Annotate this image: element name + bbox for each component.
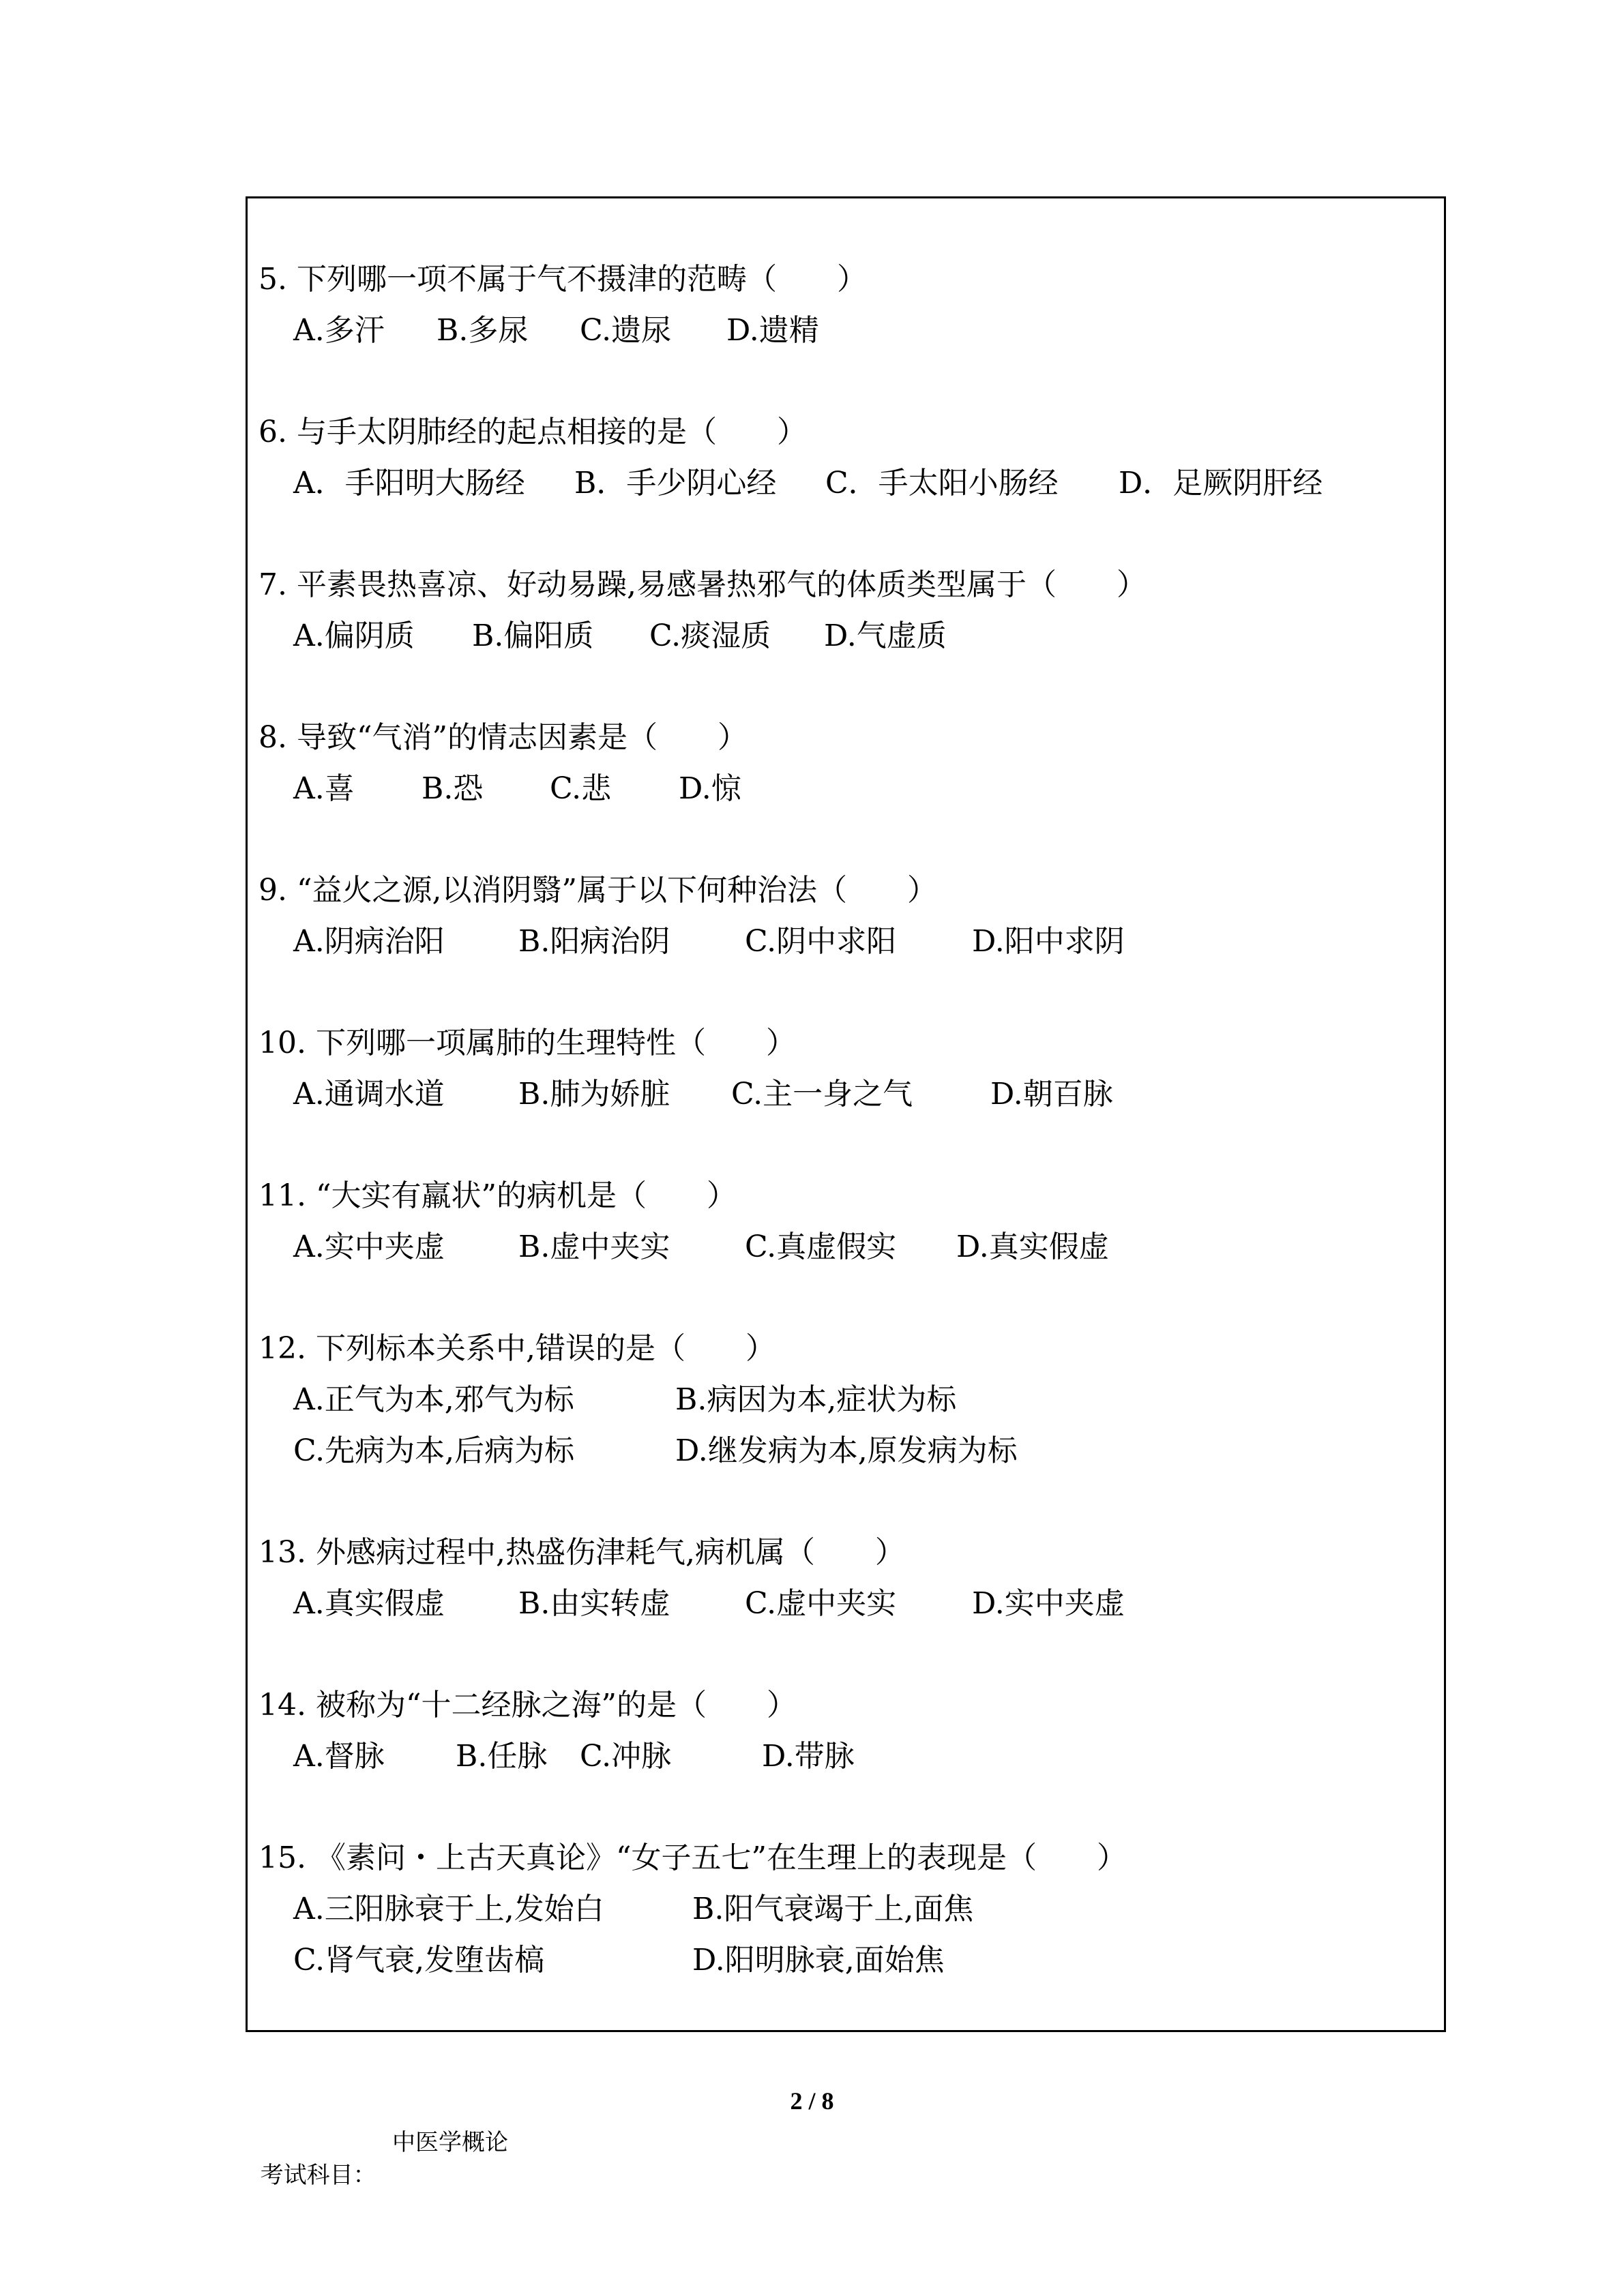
option-row bbox=[293, 610, 1432, 661]
answer-option: C.真虚假实 bbox=[745, 1229, 897, 1264]
answer-option: A.真实假虚 bbox=[293, 1586, 445, 1621]
answer-option: B.多尿 bbox=[437, 313, 529, 348]
answer-option: A．手阳明大肠经 bbox=[293, 466, 525, 501]
answer-option: C．手太阳小肠经 bbox=[825, 466, 1059, 501]
answer-option: B.由实转虚 bbox=[518, 1586, 670, 1621]
footer bbox=[246, 2126, 508, 2224]
footer-subject: 中医学概论 bbox=[392, 2129, 508, 2156]
answer-option: B.任脉 bbox=[456, 1739, 548, 1774]
option-group bbox=[259, 1578, 1432, 1629]
option-row bbox=[293, 1374, 1432, 1425]
option-row bbox=[293, 1883, 1432, 1935]
answer-option: D.遗精 bbox=[726, 313, 819, 348]
page-number: 2 / 8 bbox=[790, 2087, 834, 2115]
answer-option: A.通调水道 bbox=[293, 1077, 445, 1112]
question-stem: 14. 被称为“十二经脉之海”的是（ ） bbox=[259, 1688, 797, 1723]
question-item bbox=[259, 865, 1432, 967]
option-group bbox=[259, 305, 1432, 356]
answer-option: D.气虚质 bbox=[824, 618, 947, 653]
answer-option: C.先病为本,后病为标 bbox=[293, 1433, 575, 1468]
answer-option: D.继发病为本,原发病为标 bbox=[675, 1433, 1018, 1468]
question-item bbox=[259, 712, 1432, 814]
answer-option: D.真实假虚 bbox=[956, 1229, 1109, 1264]
option-row bbox=[293, 1731, 1432, 1782]
answer-option: D.惊 bbox=[679, 771, 741, 806]
question-stem: 5. 下列哪一项不属于气不摄津的范畴（ ） bbox=[259, 262, 867, 297]
answer-option: A.阴病治阳 bbox=[293, 924, 445, 959]
answer-option: D.实中夹虚 bbox=[972, 1586, 1125, 1621]
answer-option: B.肺为娇脏 bbox=[518, 1077, 670, 1112]
answer-option: A.喜 bbox=[293, 771, 355, 806]
answer-option: A.实中夹虚 bbox=[293, 1229, 445, 1264]
question-item bbox=[259, 1832, 1432, 1986]
option-row bbox=[293, 1935, 1432, 1986]
option-group bbox=[259, 1374, 1432, 1476]
option-row bbox=[293, 1221, 1432, 1272]
question-stem: 9. “益火之源,以消阴翳”属于以下何种治法（ ） bbox=[259, 873, 937, 908]
option-row bbox=[293, 305, 1432, 356]
answer-option: B.阳病治阴 bbox=[518, 924, 670, 959]
option-row bbox=[293, 763, 1432, 814]
answer-option: C.悲 bbox=[550, 771, 612, 806]
option-row bbox=[293, 1578, 1432, 1629]
question-stem: 13. 外感病过程中,热盛伤津耗气,病机属（ ） bbox=[259, 1535, 905, 1570]
question-stem: 15. 《素问・上古天真论》“女子五七”在生理上的表现是（ ） bbox=[259, 1840, 1127, 1875]
question-item bbox=[259, 559, 1432, 661]
answer-option: A.三阳脉衰于上,发始白 bbox=[293, 1892, 604, 1926]
option-group bbox=[259, 763, 1432, 814]
answer-option: A.多汗 bbox=[293, 313, 385, 348]
answer-option: B.病因为本,症状为标 bbox=[675, 1382, 957, 1417]
option-group bbox=[259, 1069, 1432, 1120]
answer-option: B.恐 bbox=[422, 771, 484, 806]
answer-option: A.正气为本,邪气为标 bbox=[293, 1382, 574, 1417]
option-row bbox=[293, 1069, 1432, 1120]
answer-option: A.督脉 bbox=[293, 1739, 385, 1774]
answer-option: C.遗尿 bbox=[580, 313, 672, 348]
option-group bbox=[259, 1221, 1432, 1272]
question-stem: 6. 与手太阴肺经的起点相接的是（ ） bbox=[259, 415, 807, 449]
answer-option: D．足厥阴肝经 bbox=[1119, 466, 1323, 501]
answer-option: D.阳明脉衰,面始焦 bbox=[692, 1943, 945, 1978]
answer-option: D.阳中求阴 bbox=[972, 924, 1125, 959]
option-group bbox=[259, 916, 1432, 967]
answer-option: B.虚中夹实 bbox=[518, 1229, 670, 1264]
answer-option: D.朝百脉 bbox=[990, 1077, 1113, 1112]
option-group bbox=[259, 1731, 1432, 1782]
footer-label: 考试科目： bbox=[260, 2162, 377, 2189]
question-item bbox=[259, 1323, 1432, 1476]
question-stem: 7. 平素畏热喜凉、好动易躁,易感暑热邪气的体质类型属于（ ） bbox=[259, 567, 1147, 602]
question-item bbox=[259, 1527, 1432, 1629]
answer-option: B.阳气衰竭于上,面焦 bbox=[692, 1892, 974, 1926]
answer-option: C.痰湿质 bbox=[649, 618, 771, 653]
question-item bbox=[259, 1017, 1432, 1120]
option-row bbox=[293, 458, 1432, 509]
answer-option: B.偏阳质 bbox=[472, 618, 594, 653]
option-row bbox=[293, 916, 1432, 967]
question-item bbox=[259, 1680, 1432, 1782]
answer-option: D.带脉 bbox=[762, 1739, 855, 1774]
option-row bbox=[293, 1425, 1432, 1476]
question-list bbox=[259, 254, 1432, 2036]
question-stem: 11. “大实有羸状”的病机是（ ） bbox=[259, 1178, 737, 1213]
answer-option: B．手少阴心经 bbox=[574, 466, 777, 501]
answer-option: C.虚中夹实 bbox=[745, 1586, 897, 1621]
answer-option: A.偏阴质 bbox=[293, 618, 415, 653]
question-item bbox=[259, 406, 1432, 509]
question-stem: 8. 导致“气消”的情志因素是（ ） bbox=[259, 720, 748, 755]
option-group bbox=[259, 610, 1432, 661]
answer-option: C.冲脉 bbox=[580, 1739, 672, 1774]
option-group bbox=[259, 458, 1432, 509]
question-stem: 12. 下列标本关系中,错误的是（ ） bbox=[259, 1331, 776, 1366]
question-item bbox=[259, 254, 1432, 356]
question-stem: 10. 下列哪一项属肺的生理特性（ ） bbox=[259, 1026, 796, 1060]
option-group bbox=[259, 1883, 1432, 1986]
question-item bbox=[259, 1170, 1432, 1272]
answer-option: C.主一身之气 bbox=[731, 1077, 913, 1112]
answer-option: C.阴中求阳 bbox=[745, 924, 897, 959]
answer-option: C.肾气衰,发堕齿槁 bbox=[293, 1943, 545, 1978]
